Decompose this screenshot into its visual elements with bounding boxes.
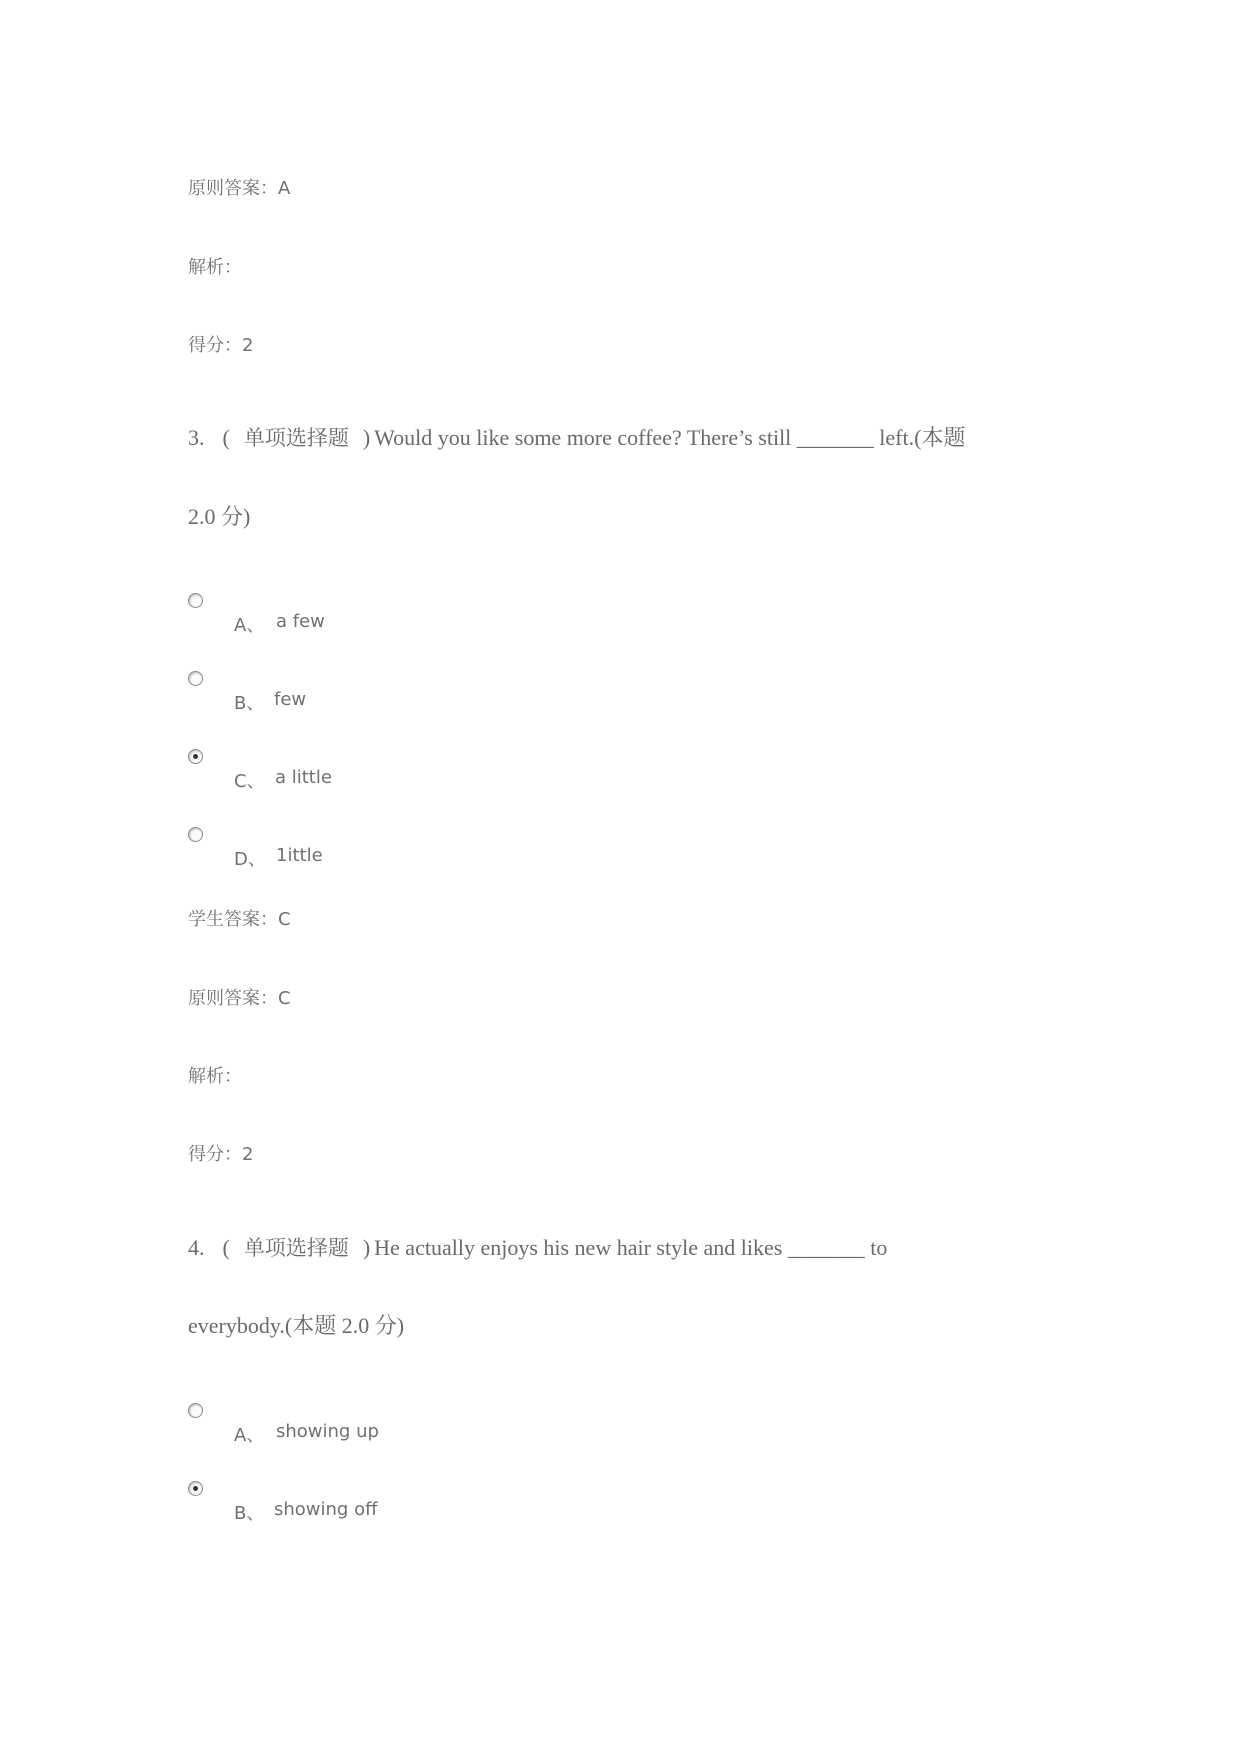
question-4-option-a[interactable]: [188, 1403, 788, 1446]
radio-button[interactable]: [188, 671, 203, 686]
radio-button[interactable]: [188, 827, 203, 842]
option-letter: A、: [234, 615, 265, 636]
question-3-text-2: 2.0 分): [188, 504, 251, 529]
radio-button[interactable]: [188, 1403, 203, 1418]
question-3-text-1: Would you like some more coffee? There’s still _______ left.(本题: [374, 425, 966, 450]
option-letter: B、: [234, 1503, 265, 1524]
question-3-paren-open: (: [222, 425, 230, 450]
analysis-q3: 解析：: [188, 1066, 242, 1087]
radio-button-selected[interactable]: [188, 1481, 203, 1496]
standard-answer-q3: 原则答案：C: [188, 988, 291, 1009]
option-letter: A、: [234, 1425, 265, 1446]
standard-answer-prev: 原则答案：A: [188, 178, 291, 199]
question-4-paren-close: ): [362, 1235, 371, 1260]
radio-button[interactable]: [188, 593, 203, 608]
question-4-text-2: everybody.(本题 2.0 分): [188, 1313, 405, 1338]
question-4-text-1: He actually enjoys his new hair style and likes _______ to: [374, 1235, 888, 1260]
question-4-line-1: [188, 1237, 887, 1259]
option-text: 1ittle: [276, 845, 323, 866]
question-3-option-c[interactable]: [188, 749, 788, 792]
option-letter: C、: [234, 771, 265, 792]
question-3-line-1: [188, 427, 965, 449]
option-text: a little: [275, 767, 332, 788]
question-4-type: 单项选择题: [243, 1236, 349, 1260]
option-text: a few: [276, 611, 325, 632]
option-text: showing off: [274, 1499, 378, 1520]
student-answer-q3: 学生答案：C: [188, 909, 291, 930]
option-text: few: [274, 689, 307, 710]
question-3-number: 3.: [188, 425, 205, 450]
question-3-option-d[interactable]: [188, 827, 788, 870]
question-3-paren-close: ): [362, 425, 371, 450]
analysis-prev: 解析：: [188, 257, 242, 278]
score-prev: 得分：2: [188, 335, 254, 356]
question-4-option-b[interactable]: [188, 1481, 788, 1524]
option-letter: B、: [234, 693, 265, 714]
question-3-option-a[interactable]: [188, 593, 788, 636]
option-letter: D、: [234, 849, 266, 870]
score-q3: 得分：2: [188, 1144, 254, 1165]
question-3-option-b[interactable]: [188, 671, 788, 714]
question-3-type: 单项选择题: [243, 426, 349, 450]
radio-button-selected[interactable]: [188, 749, 203, 764]
question-4-paren-open: (: [222, 1235, 230, 1260]
option-text: showing up: [276, 1421, 379, 1442]
question-4-number: 4.: [188, 1235, 205, 1260]
